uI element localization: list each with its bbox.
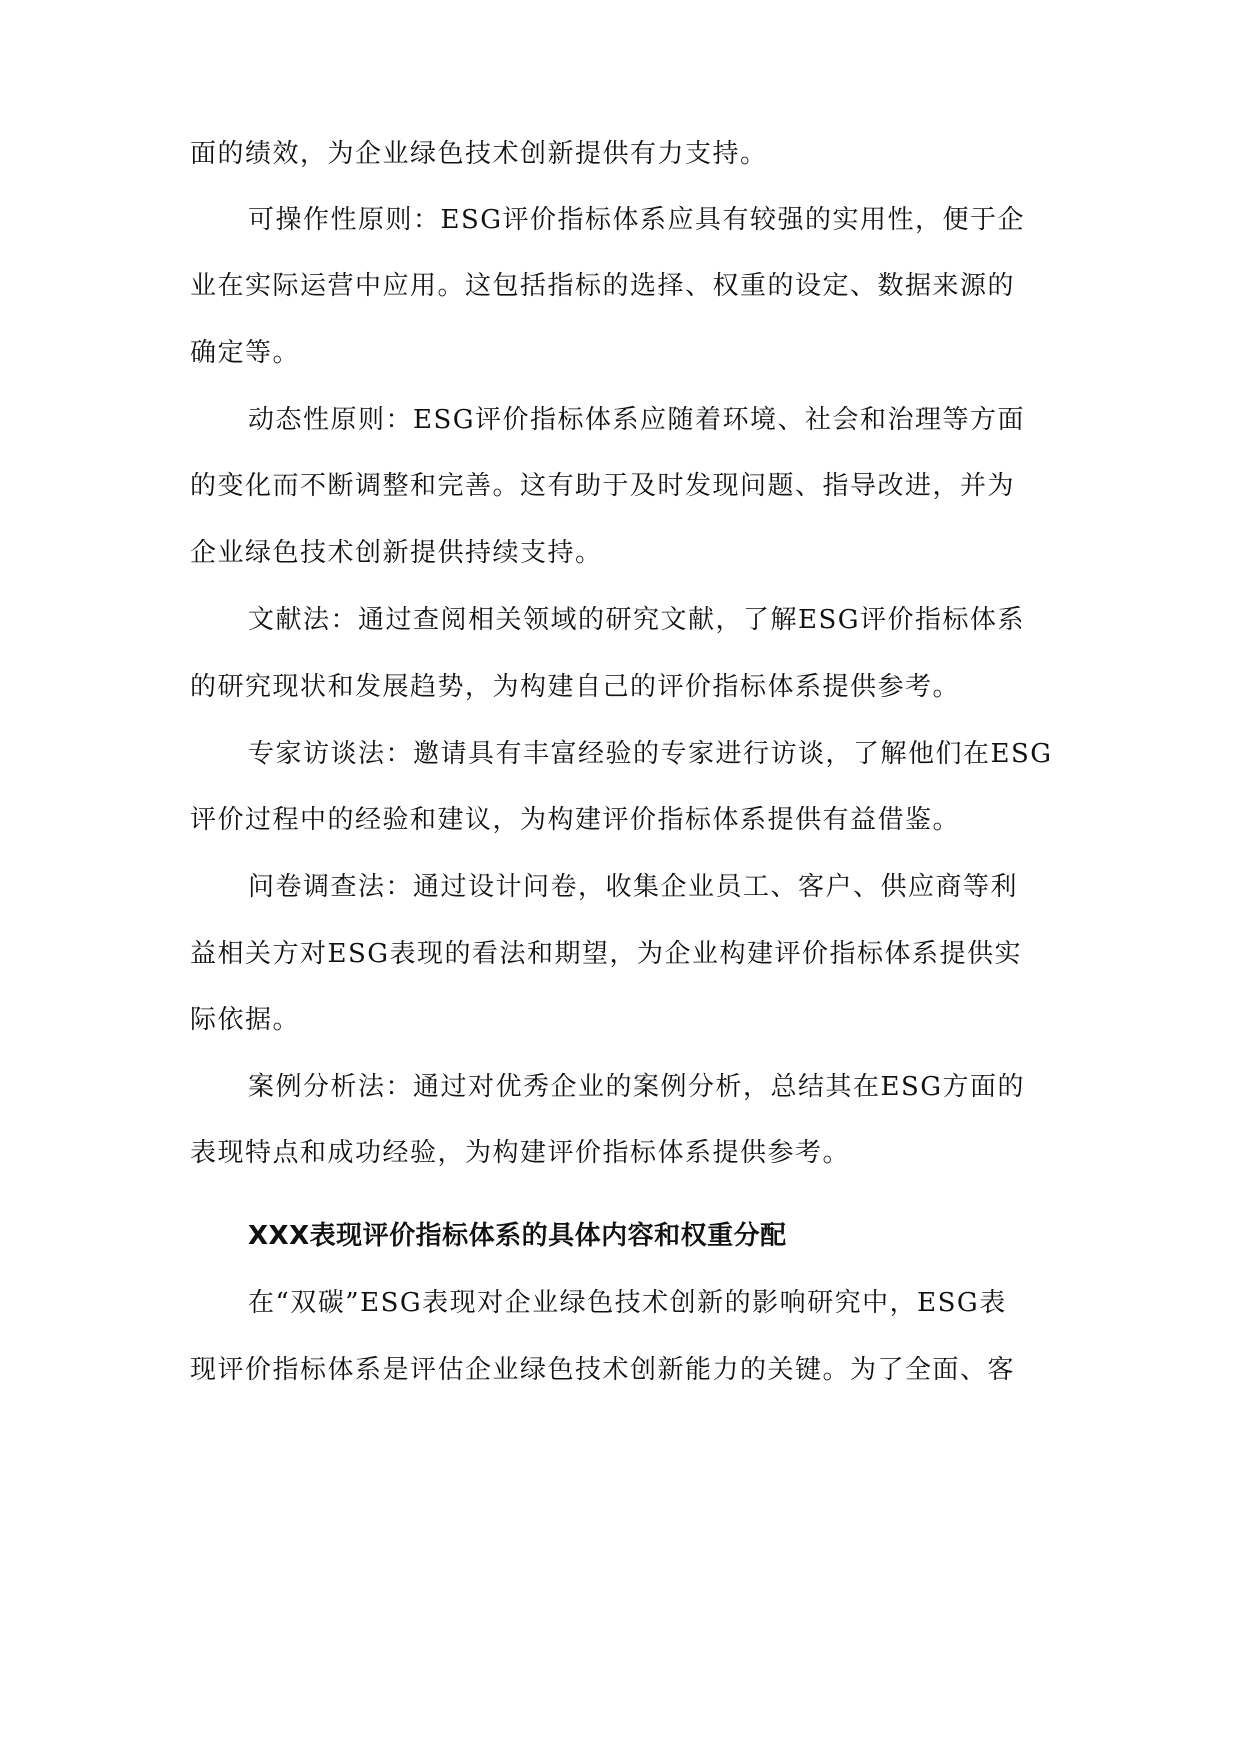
paragraph-line: 的变化而不断调整和完善。这有助于及时发现问题、指导改进，并为: [190, 471, 1016, 501]
paragraph-line: 专家访谈法：邀请具有丰富经验的专家进行访谈，了解他们在ESG: [248, 739, 1053, 769]
paragraph-line: 现评价指标体系是评估企业绿色技术创新能力的关键。为了全面、客: [190, 1355, 1016, 1385]
section-heading: XXX表现评价指标体系的具体内容和权重分配: [248, 1221, 787, 1251]
paragraph-line: 确定等。: [190, 338, 301, 368]
paragraph-line: 际依据。: [190, 1005, 301, 1035]
paragraph-line: 问卷调查法：通过设计问卷，收集企业员工、客户、供应商等利: [248, 872, 1019, 902]
paragraph-line: 的研究现状和发展趋势，为构建自己的评价指标体系提供参考。: [190, 672, 961, 702]
paragraph-line: 益相关方对ESG表现的看法和期望，为企业构建评价指标体系提供实: [190, 939, 1023, 969]
paragraph-line: 评价过程中的经验和建议，为构建评价指标体系提供有益借鉴。: [190, 805, 961, 835]
paragraph-line: 案例分析法：通过对优秀企业的案例分析，总结其在ESG方面的: [248, 1072, 1026, 1102]
paragraph-line: 面的绩效，为企业绿色技术创新提供有力支持。: [190, 139, 768, 169]
paragraph-line: 可操作性原则：ESG评价指标体系应具有较强的实用性，便于企: [248, 205, 1026, 235]
paragraph-line: 文献法：通过查阅相关领域的研究文献，了解ESG评价指标体系: [248, 605, 1026, 635]
paragraph-line: 表现特点和成功经验，为构建评价指标体系提供参考。: [190, 1138, 851, 1168]
paragraph-line: 在“双碳”ESG表现对企业绿色技术创新的影响研究中，ESG表: [248, 1288, 1007, 1318]
paragraph-line: 业在实际运营中应用。这包括指标的选择、权重的设定、数据来源的: [190, 271, 1016, 301]
paragraph-line: 企业绿色技术创新提供持续支持。: [190, 538, 603, 568]
paragraph-line: 动态性原则：ESG评价指标体系应随着环境、社会和治理等方面: [248, 405, 1026, 435]
